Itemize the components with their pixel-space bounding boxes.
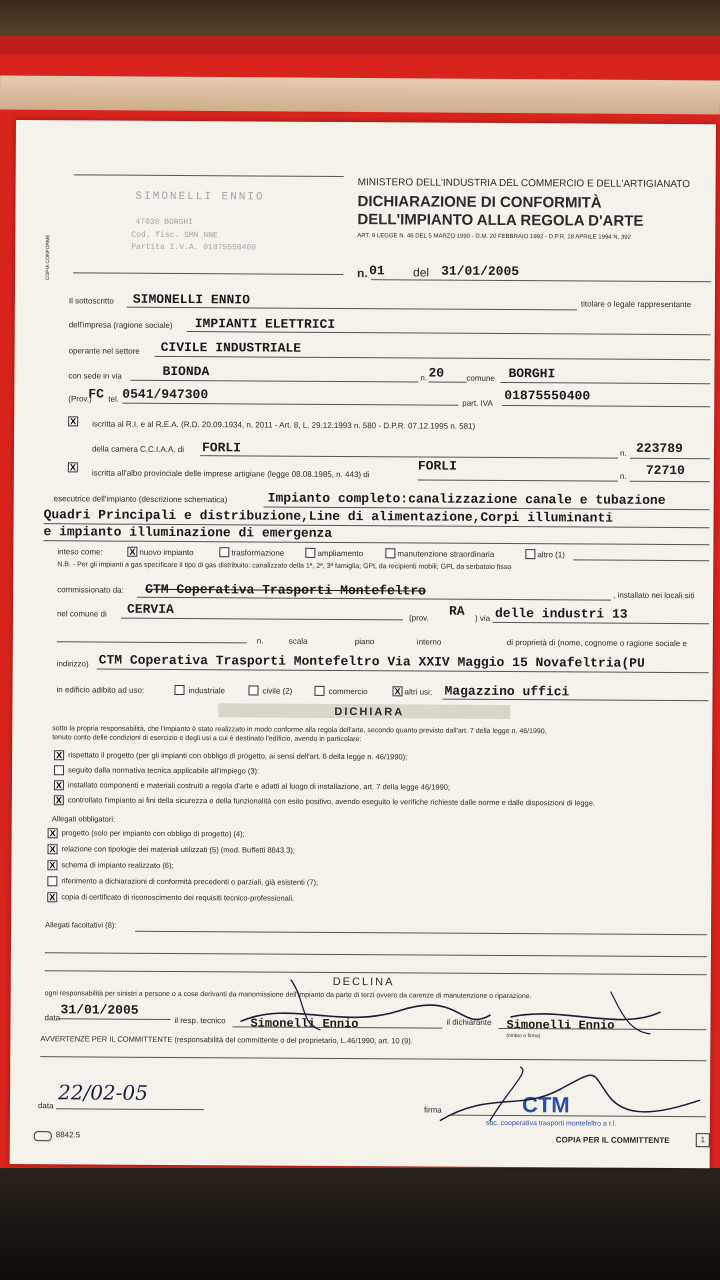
signature-label: firma [423,1105,442,1115]
declaration-item-checkbox[interactable]: X [55,795,62,806]
phone-label: tel. [108,394,119,404]
description-line-1: Impianto completo:canalizzazione canale e tubazione [267,490,666,508]
rule [630,481,710,482]
attachment-item-text: riferimento a dichiarazioni di conformità precedenti o parziali, già esistenti (7); [61,876,319,887]
declaration-number: 01 [369,263,385,279]
rea-checkbox[interactable]: X [70,416,77,427]
municipality: CERVIA [126,601,174,617]
transformation-checkbox[interactable] [219,547,229,557]
technician-label: il resp. tecnico [174,1015,226,1026]
extension-label: ampliamento [317,548,364,559]
other-label: altro (1) [537,550,565,560]
attachment-item-checkbox[interactable]: X [49,860,56,871]
signer-name: SIMONELLI ENNIO [132,291,250,308]
province2: RA [448,603,465,619]
mandatory-attachments-label: Allegati obbligatori: [51,814,116,824]
model-number: 8842.5 [55,1130,81,1140]
rule [122,403,458,406]
chamber-number-label: n. [619,448,627,458]
installed-label: , installato nei locali siti [613,590,695,601]
street2-label: ) via [474,613,491,623]
rule [200,455,618,459]
other-use-label: altri usi; [404,687,433,697]
commerce-checkbox[interactable] [314,686,324,696]
declares-intro-2: tenuto conto delle condizioni di esercizio e degli usi a cui è destinato l'edificio, avendo in particolare: [52,734,362,744]
declaration-item-text: installato componenti e materiali costruiti a regola d'arte e adatti al luogo di installazione, art. 7 della legge 46/1990; [67,780,451,792]
albo-text: iscritta all'albo provinciale delle imprese artigiane (legge 08.08.1985, n. 443) di [91,468,370,480]
chamber-label: della camera C.C.I.A.A. di [91,444,185,455]
other-use-value: Magazzino uffici [444,683,570,700]
owner-property-label: di proprietà di (nome, cognome o ragione sociale e [506,638,687,649]
attachment-item-checkbox[interactable]: X [49,828,56,839]
owner-address: CTM Coperativa Trasporti Montefeltro Via XXIV Maggio 15 Novafeltria(PU [98,652,645,671]
commerce-label: commercio [328,686,368,697]
description-line-3: e impianto illuminazione di emergenza [43,524,333,541]
stamp-vat: Partita I.V.A. 01875550400 [131,242,257,253]
street-number-label: n. [420,373,428,383]
attachment-item-text: relazione con tipologie dei materiali utilizzati (5) (mod. Buffetti 8843.3); [61,844,295,855]
civil-label: civile (2) [262,686,293,696]
street-number: 20 [428,365,445,381]
declarant-label: il dichiarante [446,1017,492,1027]
ctm-logo: CTM [521,1092,570,1118]
chamber-city: FORLI [201,440,242,456]
buffetti-logo-icon [34,1131,52,1141]
town-label: comune [466,373,495,383]
rule [442,699,708,702]
ctm-subtitle: soc. cooperativa trasporti montefeltro a r.l. [485,1119,617,1128]
attachment-item-checkbox[interactable] [47,876,57,886]
copy-for-client: COPIA PER IL COMMITTENTE [555,1135,670,1146]
other-checkbox[interactable] [525,549,535,559]
owner-label: titolare o legale rappresentante [580,299,692,310]
declaration-form [10,120,716,1168]
province2-label: (prov. [408,613,429,623]
client-label: commissionato da: [57,585,124,595]
description-label: esecutrice dell'impianto (descrizione schematica) [53,494,228,505]
rule [137,597,611,601]
declaration-date: 31/01/2005 [441,263,520,280]
building-use-label: in edificio adibito ad uso: [56,685,145,695]
albo-number: 72710 [645,462,685,479]
chamber-number: 223789 [635,440,683,457]
albo-city: FORLI [417,458,457,474]
civil-checkbox[interactable] [248,685,258,695]
sector: CIVILE INDUSTRIALE [160,339,302,356]
rule [573,559,709,561]
rule [127,307,577,311]
extension-checkbox[interactable] [305,548,315,558]
vat: 01875550400 [504,387,591,404]
industrial-checkbox[interactable] [174,685,184,695]
receipt-date: 22/02-05 [57,1080,148,1105]
rule [428,382,466,383]
attachment-item-text: progetto (solo per impianto con obbligo di progetto) (4); [61,828,245,839]
disclaims-heading: DECLINA [332,975,395,989]
attachment-item-checkbox[interactable]: X [49,892,56,903]
rule [57,641,247,643]
other-use-checkbox[interactable]: X [394,686,401,697]
company-label: dell'impresa (ragione sociale) [68,320,173,330]
rule [155,356,711,360]
attachment-item-text: schema di impianto realizzato (6); [61,860,174,870]
albo-checkbox[interactable]: X [69,462,76,473]
declaration-item-checkbox[interactable]: X [55,780,62,791]
maintenance-label: manutenzione straordinaria [397,549,495,559]
declaration-item-text: rispettato il progetto (per gli impianti con obbligo di progetto, ai sensi dell'art. 6 della legge n. 46/1990); [68,750,408,762]
signature-date: 31/01/2005 [60,1002,139,1018]
street2: delle industri 13 [494,605,628,622]
rule [371,279,711,282]
rea-text: iscritta al R.I. e al R.E.A. (R.D. 20.09.1934, n. 2011 - Art. 8, L. 29.12.1993 n. 580 - D.P.R. 07.12.1995 n. 581) [92,419,476,431]
rule [56,1108,204,1110]
date-label: del [413,265,430,280]
stamp-signature-note: (timbro e firma) [506,1033,541,1040]
number-label: n. [357,266,368,281]
copy-side-label: COPIA CONFORME [45,234,52,281]
stair-label: scala [288,636,308,646]
address-label: indirizzo) [56,659,89,669]
technician-signature: Simonelli Ennio [250,1016,359,1032]
table-surface-bottom [0,1168,720,1280]
client: CTM Coperativa Trasporti Montefeltro [145,581,427,599]
province-label: (Prov.) [68,394,92,404]
receipt-date-label: data [37,1101,54,1111]
unit-label: interno [416,637,442,647]
table-surface-top [0,0,720,40]
rule [73,272,343,275]
ministry: MINISTERO DELL'INDUSTRIA DEL COMMERCIO E DELL'ARTIGIANATO [357,177,691,191]
industrial-label: industriale [188,686,226,696]
albo-number-label: n. [619,471,627,481]
town: BORGHI [508,366,556,382]
declaration-item-checkbox[interactable]: X [56,750,63,761]
description-line-2: Quadri Principali e distribuzione,Line di alimentazione,Corpi illuminanti [43,507,614,526]
declaration-item-checkbox[interactable] [54,765,64,775]
gas-note: N.B. - Per gli impianti a gas specificare il tipo di gas distribuito: canalizzato della 1ª, 2ª, 3ª famiglia; GPL da recipienti mobili; GPL da serbatoio fisso [57,561,512,572]
phone: 0541/947300 [122,386,209,403]
rule [45,952,707,957]
transformation-label: trasformazione [231,548,285,558]
declarant-signature: Simonelli Ennio [506,1018,615,1033]
stamp-address: 47030 BORGHI [135,217,194,228]
optional-attachments-label: Allegati facoltativi (8): [45,920,117,930]
rule [130,380,418,383]
rule [493,622,709,624]
folder-edge [0,36,720,54]
new-system-label: nuovo impianto [139,547,194,558]
signature-scribbles [230,969,711,1132]
rule [59,1018,171,1020]
maintenance-checkbox[interactable] [385,548,395,558]
stamp-fiscal: Cod. fisc. SMN NNE [131,230,218,241]
declares-intro-1: sotto la propria responsabilità, che l'impianto è stato realizzato in modo conforme alla regola dell'arte, secondo quanto previsto dall'art. 7 della legge n. 46/1990, [52,725,547,736]
new-system-checkbox[interactable]: X [129,546,136,557]
page-number: 1 [696,1133,710,1147]
disclaims-text: ogni responsabilità per sinistri a persone o a cose derivanti da manomissione dell'impianto da parte di terzi ovvero da carenze di manutenzione o riparazione. [44,990,532,1001]
municipality-label: nel comune di [56,609,107,619]
type-label: inteso come: [57,547,103,557]
number2-label: n. [256,636,264,646]
form-subtitle: DELL'IMPIANTO ALLA REGOLA D'ARTE [357,211,644,230]
rule [630,458,710,459]
signer-label: Il sottoscritto [68,296,114,306]
company-name: IMPIANTI ELETTRICI [194,316,336,332]
attachment-item-text: copia di certificato di riconoscimento dei requisiti tecnico-professionali. [61,892,295,903]
rule [121,618,403,621]
rule [502,405,710,407]
rule [500,382,710,384]
rule [74,174,344,177]
adhesive-tape [0,75,720,114]
stamp-name: SIMONELLI ENNIO [135,190,265,204]
province: FC [88,386,104,402]
declares-heading: DICHIARA [334,705,405,719]
rule [135,931,707,935]
declaration-item-text: controllato l'impianto ai fini della sicurezza e della funzionalità con esito positivo, avendo eseguito le verifiche richieste dalle norme e dalle disposizioni di legge. [67,795,596,808]
floor-label: piano [354,637,375,647]
signature-date-label: data [44,1013,61,1023]
client-warnings: AVVERTENZE PER IL COMMITTENTE (responsabilità del committente o del proprietario, L.46/1990, art. 10 (9). [40,1034,413,1046]
sector-label: operante nel settore [68,346,140,356]
law-references: ART. 9 LEGGE N. 46 DEL 5 MARZO 1990 - D.M. 20 FEBBRAIO 1992 - D.P.R. 18 APRILE 1994 N. 392 [357,233,631,241]
declaration-item-text: seguito dalla normativa tecnica applicabile all'impiego (3): [68,765,260,776]
attachment-item-checkbox[interactable]: X [49,844,56,855]
rule [187,331,711,335]
street: BIONDA [162,363,210,380]
rule [418,479,618,481]
vat-label: part. IVA [462,398,493,408]
street-label: con sede in via [68,371,122,381]
rule [43,540,709,545]
form-title: DICHIARAZIONE DI CONFORMITÀ [357,193,602,212]
